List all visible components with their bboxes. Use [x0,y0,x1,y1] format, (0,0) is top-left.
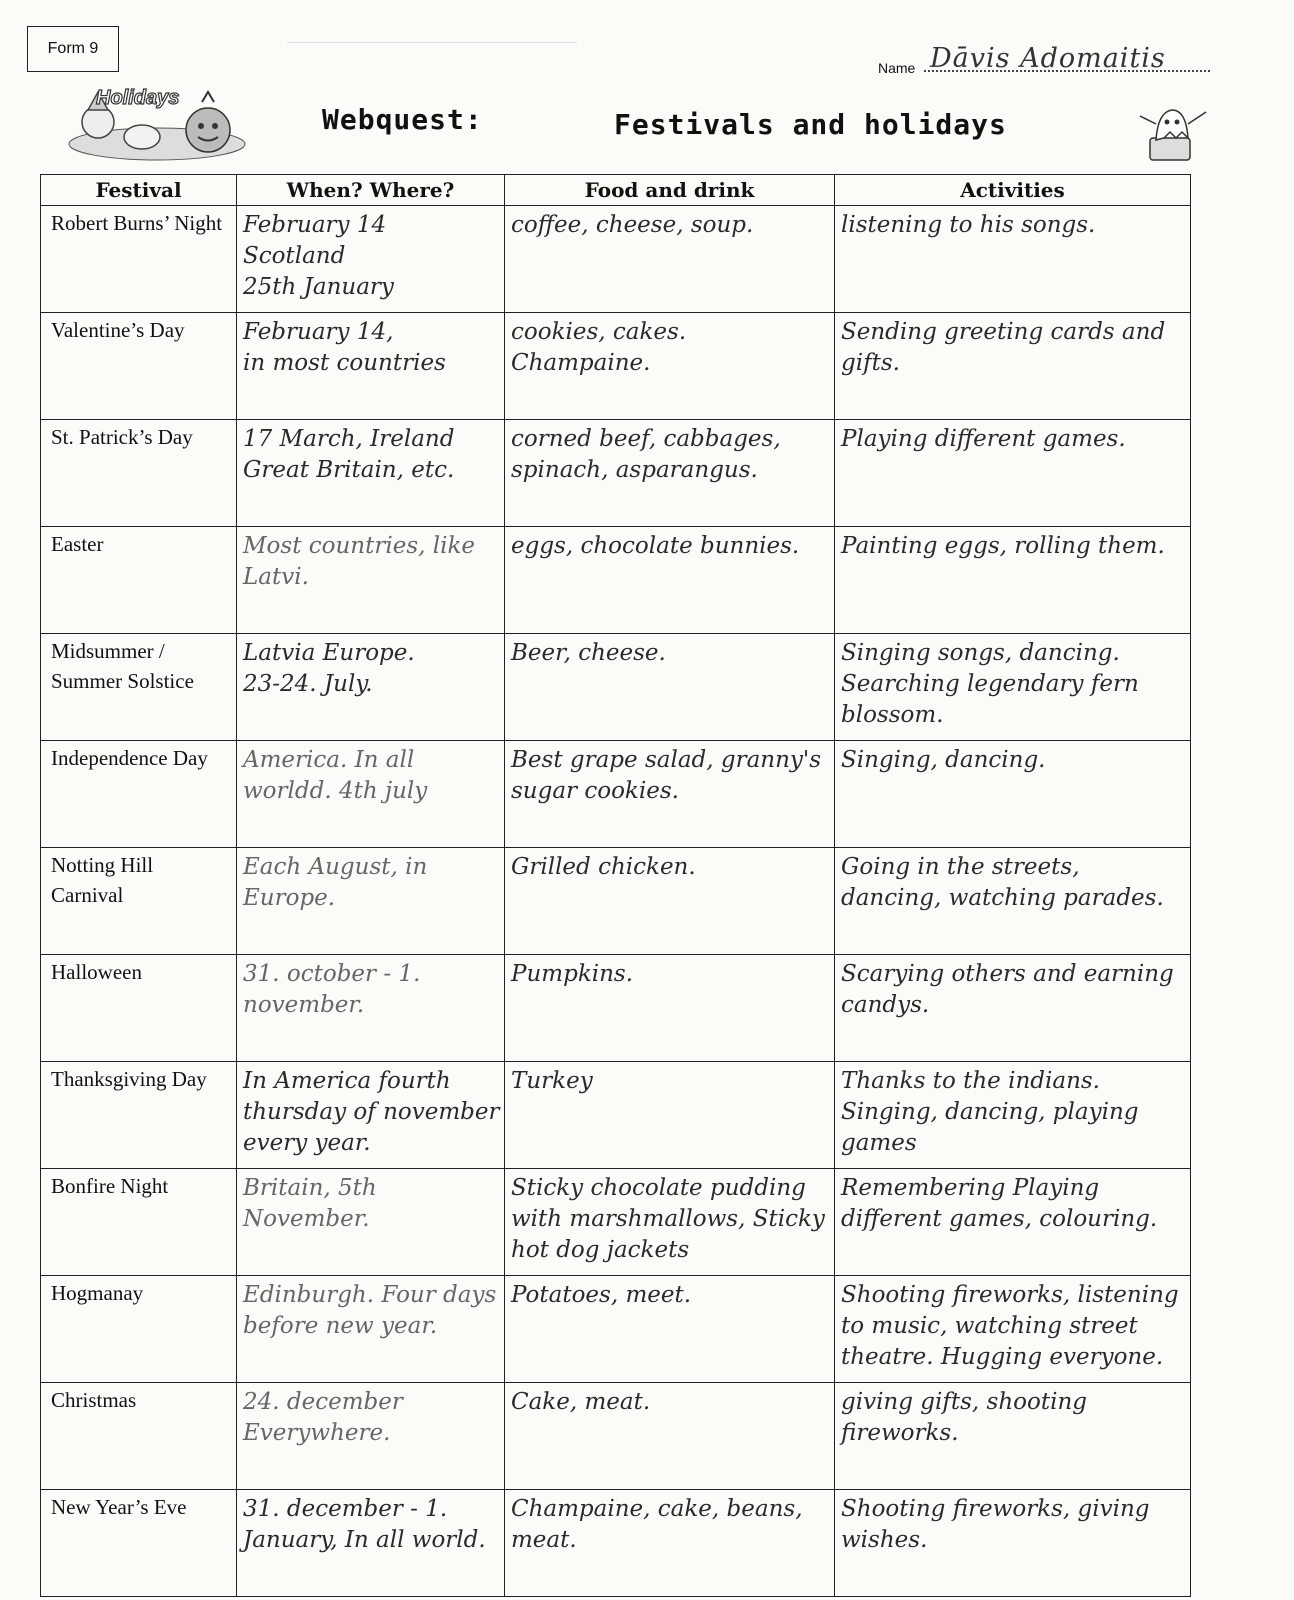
cell-when-where: 31. october - 1. november. [237,955,505,1062]
cell-when-where: 17 March, Ireland Great Britain, etc. [237,420,505,527]
page-title-webquest: Webquest: [322,103,483,136]
cell-festival: Halloween [41,955,237,1062]
cell-food-drink: coffee, cheese, soup. [505,206,835,313]
column-header-food-drink: Food and drink [505,175,835,206]
cell-festival: St. Patrick’s Day [41,420,237,527]
holidays-logo-text: Holidays [96,87,180,109]
cell-food-drink: Best grape salad, granny's sugar cookies. [505,741,835,848]
cell-when-where: America. In all worldd. 4th july [237,741,505,848]
cell-when-where: Edinburgh. Four days before new year. [237,1276,505,1383]
cell-festival: Christmas [41,1383,237,1490]
top-divider [287,42,577,43]
cell-activities: Remembering Playing different games, colouring. [835,1169,1191,1276]
cell-activities: Going in the streets, dancing, watching parades. [835,848,1191,955]
cell-when-where: Latvia Europe. 23-24. July. [237,634,505,741]
table-row [41,527,1191,634]
cell-food-drink: Potatoes, meet. [505,1276,835,1383]
cell-festival: Hogmanay [41,1276,237,1383]
cell-food-drink: Cake, meat. [505,1383,835,1490]
cell-when-where: Britain, 5th November. [237,1169,505,1276]
column-header-festival: Festival [41,175,237,206]
table-row [41,313,1191,420]
cell-when-where: Each August, in Europe. [237,848,505,955]
cell-activities: Thanks to the indians. Singing, dancing, playing games [835,1062,1191,1169]
table-row [41,1062,1191,1169]
cell-activities: Scarying others and earning candys. [835,955,1191,1062]
cell-food-drink: Champaine, cake, beans, meat. [505,1490,835,1597]
festival-table [40,174,1191,1597]
cell-festival: New Year’s Eve [41,1490,237,1597]
table-row [41,955,1191,1062]
table-row [41,1490,1191,1597]
table-header-row [41,175,1191,206]
cell-when-where: Most countries, like Latvi. [237,527,505,634]
holidays-logo-icon [62,82,248,164]
table-row [41,1169,1191,1276]
cell-when-where: In America fourth thursday of november every year. [237,1062,505,1169]
cell-activities: Playing different games. [835,420,1191,527]
cell-food-drink: cookies, cakes. Champaine. [505,313,835,420]
table-row [41,634,1191,741]
cell-activities: Shooting fireworks, listening to music, watching street theatre. Hugging everyone. [835,1276,1191,1383]
cell-food-drink: Beer, cheese. [505,634,835,741]
ghost-icon [1136,98,1210,164]
cell-when-where: 31. december - 1. January, In all world. [237,1490,505,1597]
cell-food-drink: eggs, chocolate bunnies. [505,527,835,634]
table-row [41,206,1191,313]
cell-activities: Singing songs, dancing. Searching legendary fern blossom. [835,634,1191,741]
cell-festival: Thanksgiving Day [41,1062,237,1169]
page-title-festivals: Festivals and holidays [614,108,1007,141]
column-header-activities: Activities [835,175,1191,206]
table-row [41,1383,1191,1490]
cell-festival: Midsummer / Summer Solstice [41,634,237,741]
cell-festival: Easter [41,527,237,634]
cell-food-drink: Sticky chocolate pudding with marshmallows, Sticky hot dog jackets [505,1169,835,1276]
cell-food-drink: corned beef, cabbages, spinach, asparangus. [505,420,835,527]
table-row [41,741,1191,848]
table-row [41,1276,1191,1383]
cell-activities: listening to his songs. [835,206,1191,313]
cell-activities: giving gifts, shooting fireworks. [835,1383,1191,1490]
cell-festival: Independence Day [41,741,237,848]
cell-festival: Robert Burns’ Night [41,206,237,313]
table-row [41,420,1191,527]
cell-festival: Notting Hill Carnival [41,848,237,955]
cell-activities: Singing, dancing. [835,741,1191,848]
cell-food-drink: Grilled chicken. [505,848,835,955]
cell-activities: Painting eggs, rolling them. [835,527,1191,634]
cell-when-where: February 14 Scotland 25th January [237,206,505,313]
column-header-when-where: When? Where? [237,175,505,206]
form-label: Form 9 [27,26,119,72]
cell-food-drink: Pumpkins. [505,955,835,1062]
cell-festival: Bonfire Night [41,1169,237,1276]
table-row [41,848,1191,955]
name-field [878,18,1218,78]
name-label: Name [878,60,916,76]
name-value: Dāvis Adomaitis [930,43,1166,74]
cell-when-where: 24. december Everywhere. [237,1383,505,1490]
cell-when-where: February 14, in most countries [237,313,505,420]
cell-festival: Valentine’s Day [41,313,237,420]
cell-activities: Sending greeting cards and gifts. [835,313,1191,420]
cell-activities: Shooting fireworks, giving wishes. [835,1490,1191,1597]
cell-food-drink: Turkey [505,1062,835,1169]
